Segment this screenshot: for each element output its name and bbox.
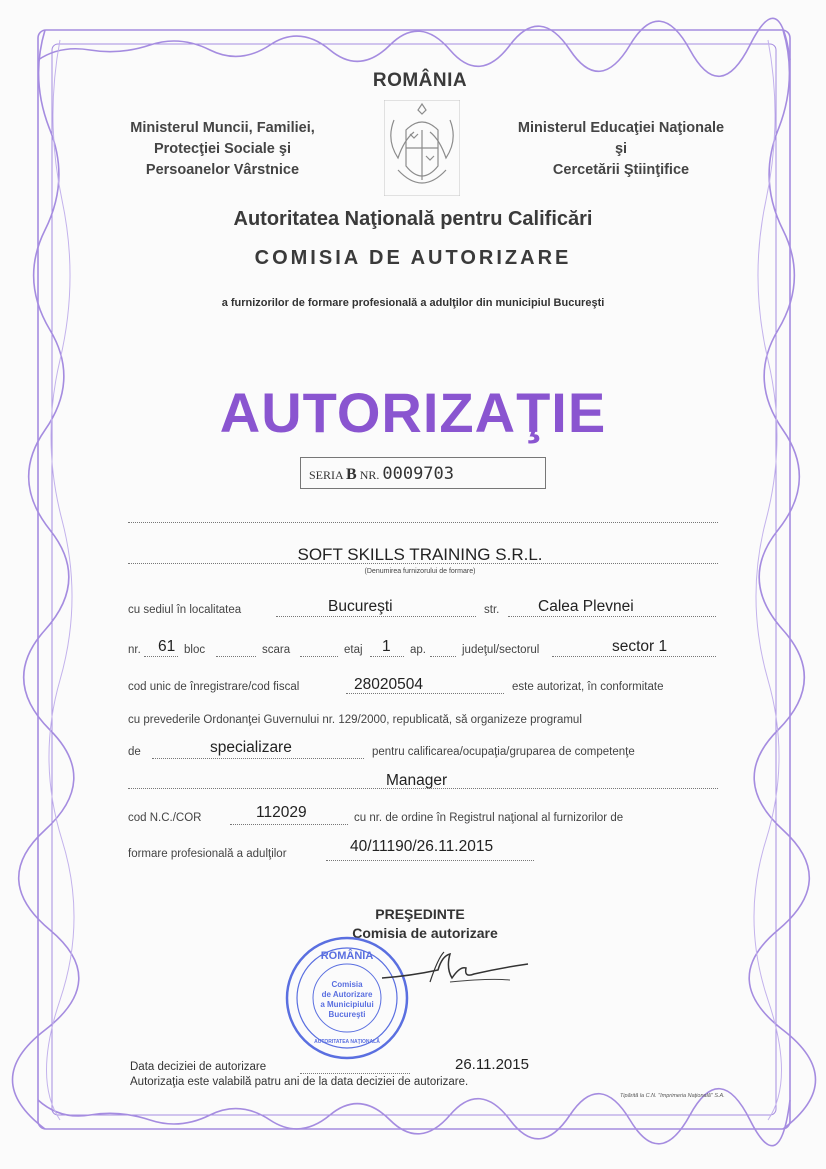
program-label: de	[128, 746, 141, 758]
authorized-text: este autorizat, în conformitate	[512, 681, 664, 693]
ap-line	[430, 656, 456, 657]
registry-number-value: 40/11190/26.11.2015	[350, 838, 494, 855]
commission-subtitle: a furnizorilor de formare profesională a adulţilor din municipiul Bucureşti	[221, 297, 605, 309]
scara-line	[300, 656, 338, 657]
document-title: AUTORIZAŢIE	[219, 381, 607, 444]
ministry-education	[486, 118, 756, 181]
authority-heading: Autoritatea Naţională pentru Calificări	[233, 208, 593, 230]
program-row	[128, 739, 718, 758]
cor-label: cod N.C./COR	[128, 812, 202, 824]
scara-label: scara	[262, 644, 291, 656]
locality-line	[276, 616, 476, 617]
ministry-labor-line-3: Persoanelor Vârstnice	[145, 162, 300, 178]
country-heading: ROMÂNIA	[372, 70, 468, 91]
bloc-line	[216, 656, 256, 657]
cor-row	[128, 804, 718, 824]
address-row-2	[128, 638, 718, 656]
locality-label: cu sediul în localitatea	[128, 604, 242, 616]
serial-number: 0009703	[382, 464, 455, 484]
ap-label: ap.	[410, 644, 426, 656]
ministry-education-line-1: Ministerul Educaţiei Naţionale	[517, 120, 725, 136]
fiscal-code-value: 28020504	[354, 676, 423, 693]
program-line	[152, 758, 364, 759]
serial-number-box	[300, 457, 546, 489]
cor-line	[230, 824, 348, 825]
program-for-text: pentru calificarea/ocupaţia/gruparea de competenţe	[372, 746, 635, 758]
ministry-education-line-3: Cercetării Ştiinţifice	[552, 162, 690, 178]
ministry-labor	[95, 118, 350, 181]
registry-line	[326, 860, 534, 861]
nr-line	[144, 656, 178, 657]
validity-text: Autorizaţia este valabilă patru ani de la data deciziei de autorizare.	[130, 1076, 469, 1088]
etaj-value: 1	[382, 638, 391, 655]
decision-row	[130, 1061, 266, 1073]
serial-label: SERIA	[309, 468, 344, 482]
law-text: cu prevederile Ordonanţei Guvernului nr. 129/2000, republicată, să organizeze programul	[128, 714, 582, 726]
county-value: sector 1	[612, 638, 668, 655]
provider-name-caption: (Denumirea furnizorului de formare)	[364, 568, 476, 575]
svg-text:de Autorizare: de Autorizare	[321, 990, 373, 999]
serial-series: B	[346, 466, 357, 483]
ministry-labor-line-2: Protecţiei Sociale şi	[153, 141, 291, 157]
ministry-labor-line-1: Ministerul Muncii, Familiei,	[130, 120, 315, 136]
ministry-education-line-2: şi	[614, 141, 628, 157]
printer-credit: Tipărită la C.N. "Imprimeria Naţională" S.A.	[620, 1093, 725, 1099]
president-title: PREŞEDINTE	[375, 906, 465, 922]
registry-text: cu nr. de ordine în Registrul naţional al furnizorilor de	[354, 812, 624, 824]
fiscal-code-label: cod unic de înregistrare/cod fiscal	[128, 681, 300, 693]
fiscal-code-row	[128, 676, 718, 693]
address-row-1	[128, 598, 718, 616]
registry-label: formare profesională a adulţilor	[128, 848, 287, 860]
county-line	[552, 656, 716, 657]
street-line	[508, 616, 716, 617]
locality-value: Bucureşti	[328, 598, 393, 615]
provider-name: SOFT SKILLS TRAINING S.R.L.	[297, 545, 543, 564]
coat-of-arms-icon	[384, 100, 460, 196]
nr-value: 61	[158, 638, 176, 655]
svg-text:Comisia: Comisia	[331, 980, 363, 989]
registry-row	[128, 838, 718, 860]
street-label: str.	[484, 604, 500, 616]
decision-label: Data deciziei de autorizare	[130, 1061, 267, 1073]
president-subtitle: Comisia de autorizare	[352, 925, 498, 941]
occupation-value: Manager	[386, 772, 448, 789]
serial-nr-label: NR.	[359, 468, 380, 482]
program-type-value: specializare	[210, 739, 292, 756]
etaj-line	[370, 656, 404, 657]
svg-text:AUTORITATEA NAŢIONALĂ: AUTORITATEA NAŢIONALĂ	[314, 1039, 380, 1045]
svg-text:ROMÂNIA: ROMÂNIA	[320, 950, 374, 962]
cor-value: 112029	[256, 804, 307, 821]
street-value: Calea Plevnei	[538, 598, 634, 615]
dotted-divider	[128, 522, 718, 523]
etaj-label: etaj	[344, 644, 363, 656]
decision-date: 26.11.2015	[455, 1056, 529, 1073]
county-label: judeţul/sectorul	[462, 644, 540, 656]
decision-line	[300, 1073, 410, 1074]
provider-name-line	[128, 563, 718, 564]
commission-heading: COMISIA DE AUTORIZARE	[254, 247, 572, 269]
svg-text:Bucureşti: Bucureşti	[328, 1010, 366, 1019]
nr-label: nr.	[128, 644, 141, 656]
svg-text:a Municipiului: a Municipiului	[320, 1000, 374, 1009]
handwritten-signature-icon	[380, 948, 530, 993]
bloc-label: bloc	[184, 644, 206, 656]
